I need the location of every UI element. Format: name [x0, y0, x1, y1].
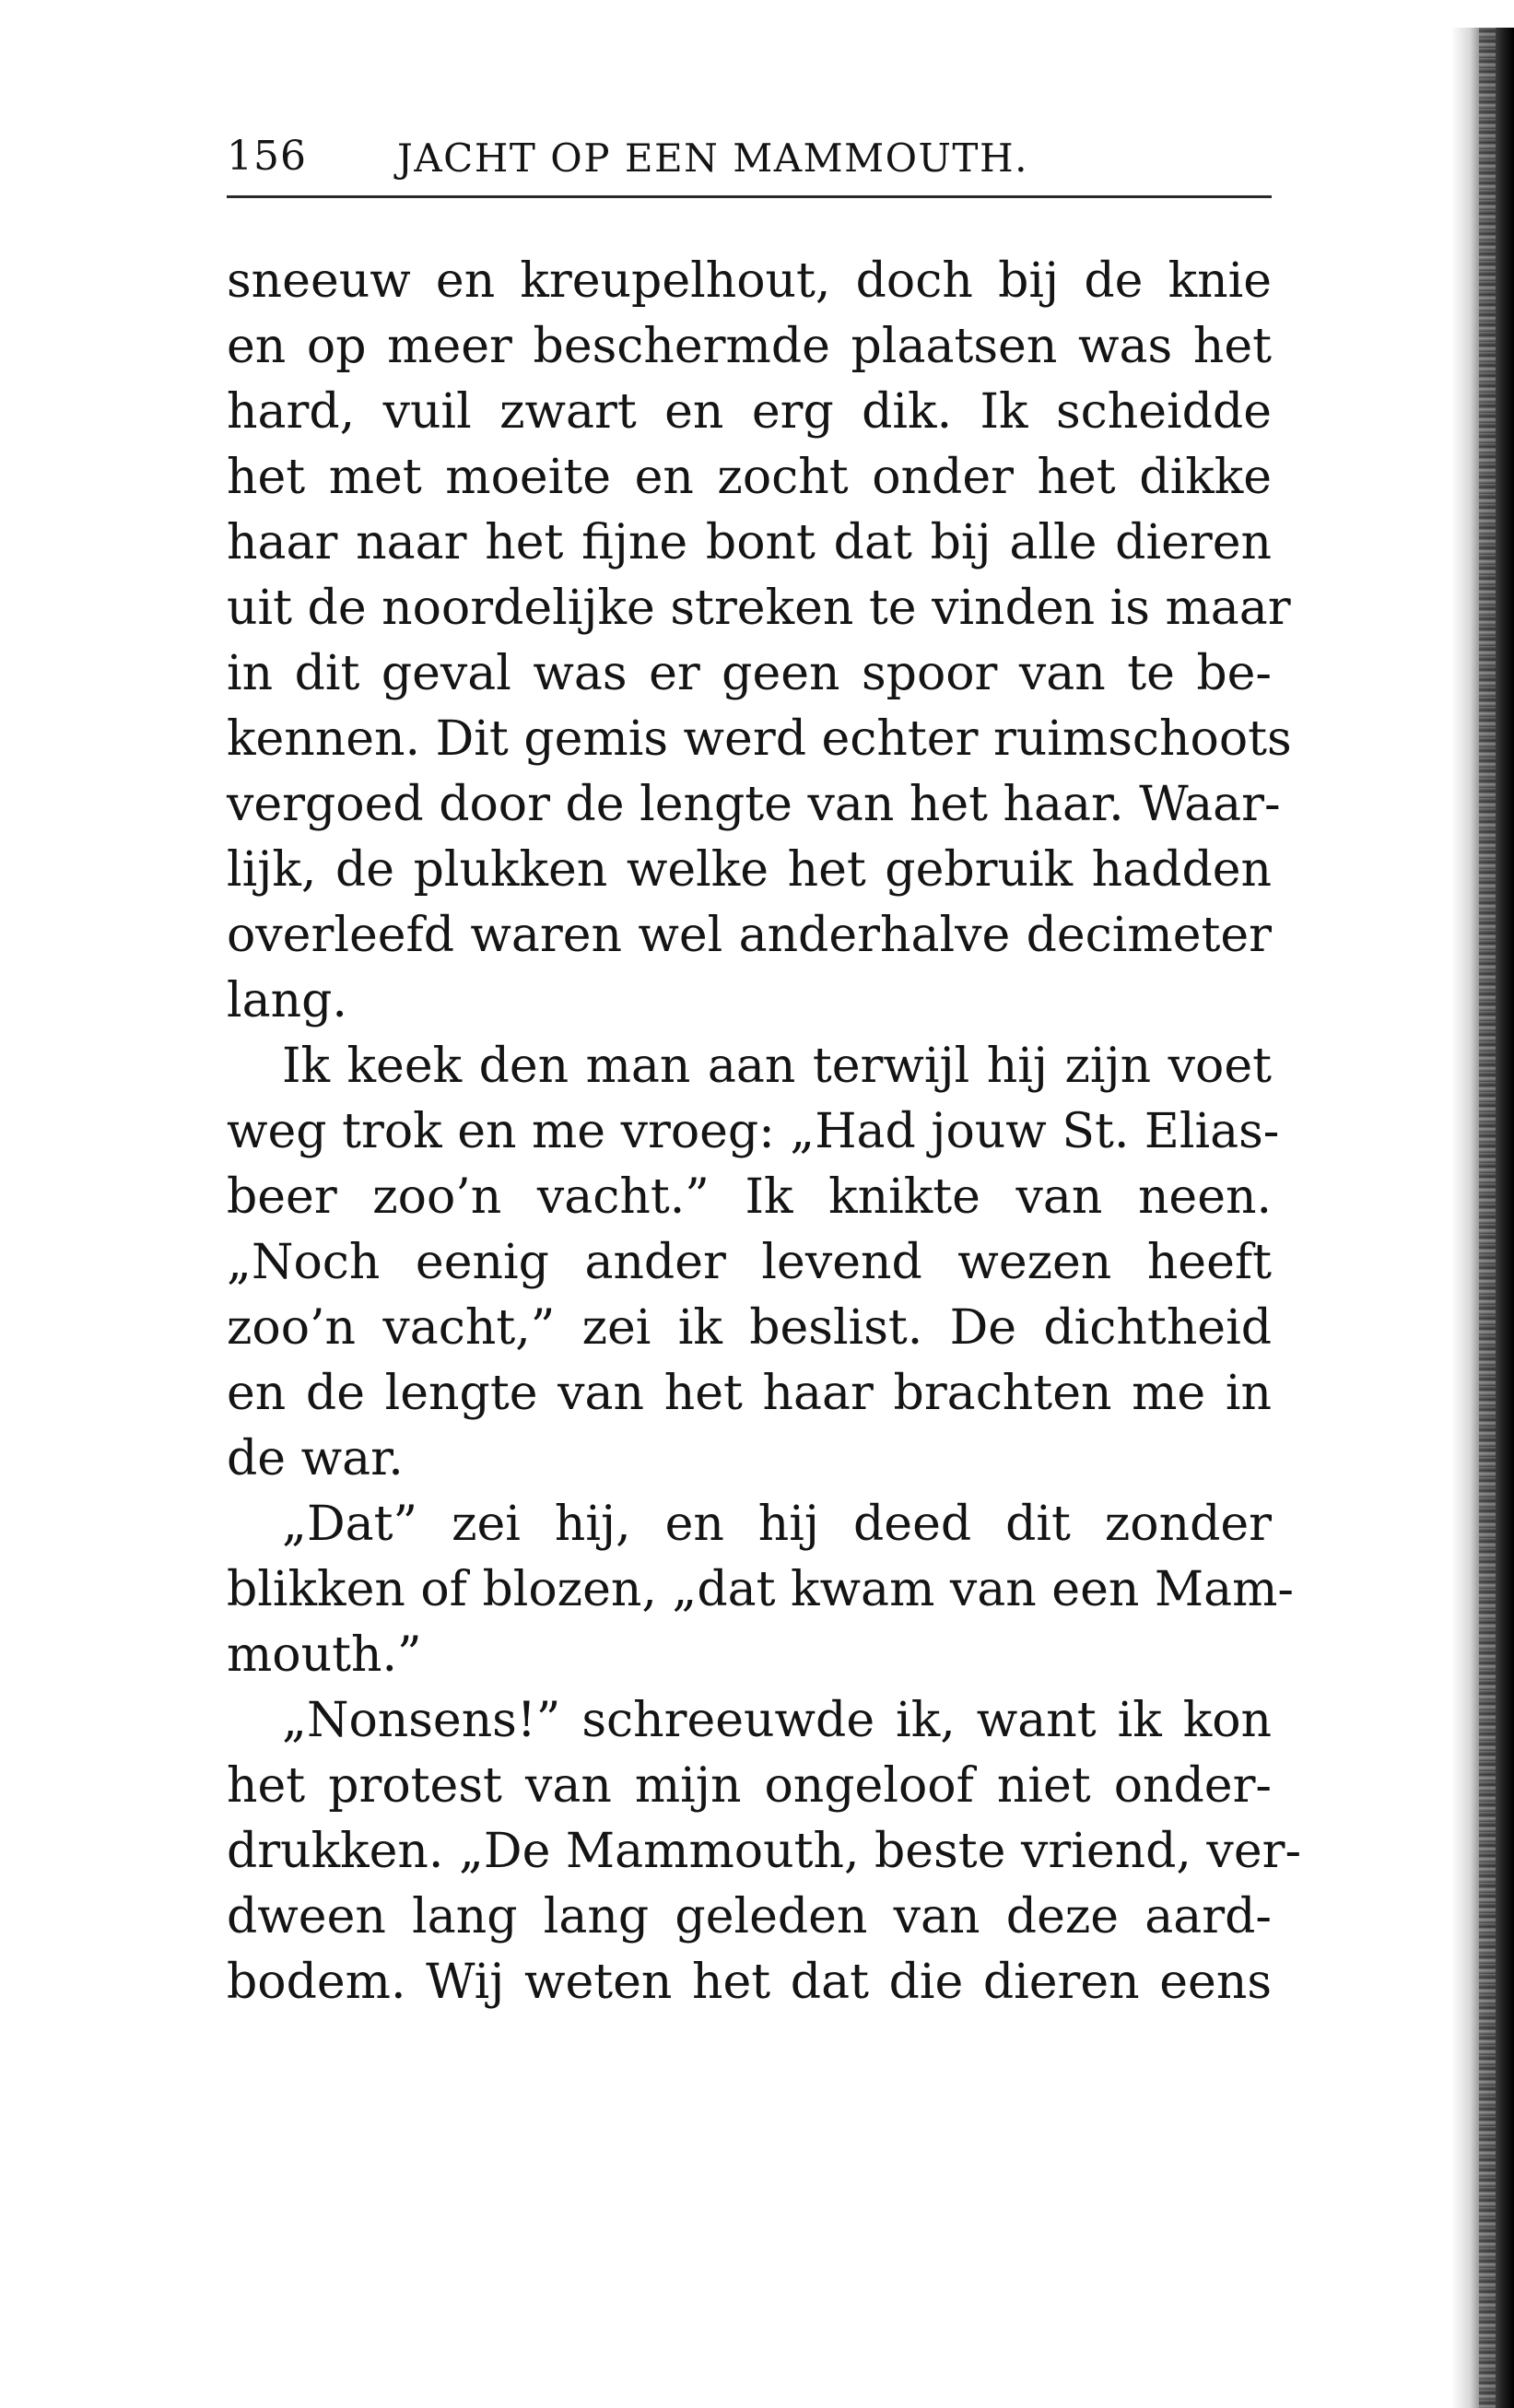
text-line: bodem. Wij weten het dat die dieren eens: [227, 1955, 1272, 2010]
text-line: overleefd waren wel anderhalve decimeter: [227, 908, 1272, 963]
text-line: blikken of blozen, „dat kwam van een Mam-: [227, 1562, 1294, 1617]
text-line: sneeuw en kreupelhout, doch bij de knie: [227, 253, 1272, 309]
paragraph-start-line: „Dat” zei hij, en hij deed dit zonder: [282, 1497, 1272, 1552]
paragraph-start-line: Ik keek den man aan terwijl hij zijn voet: [282, 1039, 1272, 1094]
text-line: en op meer beschermde plaatsen was het: [227, 319, 1272, 374]
text-line: in dit geval was er geen spoor van te be-: [227, 646, 1272, 701]
text-line: het met moeite en zocht onder het dikke: [227, 450, 1272, 505]
paragraph-end-line: lang.: [227, 973, 347, 1028]
text-line: drukken. „De Mammouth, beste vriend, ver-: [227, 1824, 1302, 1879]
text-line: haar naar het fijne bont dat bij alle dieren: [227, 515, 1272, 570]
text-line: kennen. Dit gemis werd echter ruimschoots: [227, 711, 1292, 767]
text-line: hard, vuil zwart en erg dik. Ik scheidde: [227, 384, 1272, 440]
text-line: lijk, de plukken welke het gebruik hadden: [227, 842, 1272, 898]
page-binding-edge: [1451, 28, 1514, 2408]
body-text: [227, 249, 1302, 2015]
text-line: zoo’n vacht,” zei ik beslist. De dichtheid: [227, 1300, 1272, 1356]
text-line: en de lengte van het haar brachten me in: [227, 1366, 1272, 1421]
paragraph-start-line: „Nonsens!” schreeuwde ik, want ik kon: [282, 1693, 1272, 1748]
binding-texture: [1479, 28, 1496, 2408]
paragraph-end-line: mouth.”: [227, 1627, 422, 1683]
page-number: 156: [227, 133, 307, 180]
text-line: vergoed door de lengte van het haar. Waar-: [227, 777, 1281, 832]
paragraph-end-line: de war.: [227, 1431, 404, 1486]
text-line: dween lang lang geleden van deze aard-: [227, 1889, 1272, 1944]
text-line: weg trok en me vroeg: „Had jouw St. Elias-: [227, 1104, 1280, 1159]
text-line: het protest van mijn ongeloof niet onder-: [227, 1758, 1272, 1814]
text-line: uit de noordelijke streken te vinden is maar: [227, 581, 1291, 636]
text-line: beer zoo’n vacht.” Ik knikte van neen.: [227, 1169, 1272, 1225]
text-line: „Noch eenig ander levend wezen heeft: [227, 1235, 1272, 1290]
running-title: JACHT OP EEN MAMMOUTH.: [397, 135, 1028, 181]
page-header: [227, 131, 1272, 198]
